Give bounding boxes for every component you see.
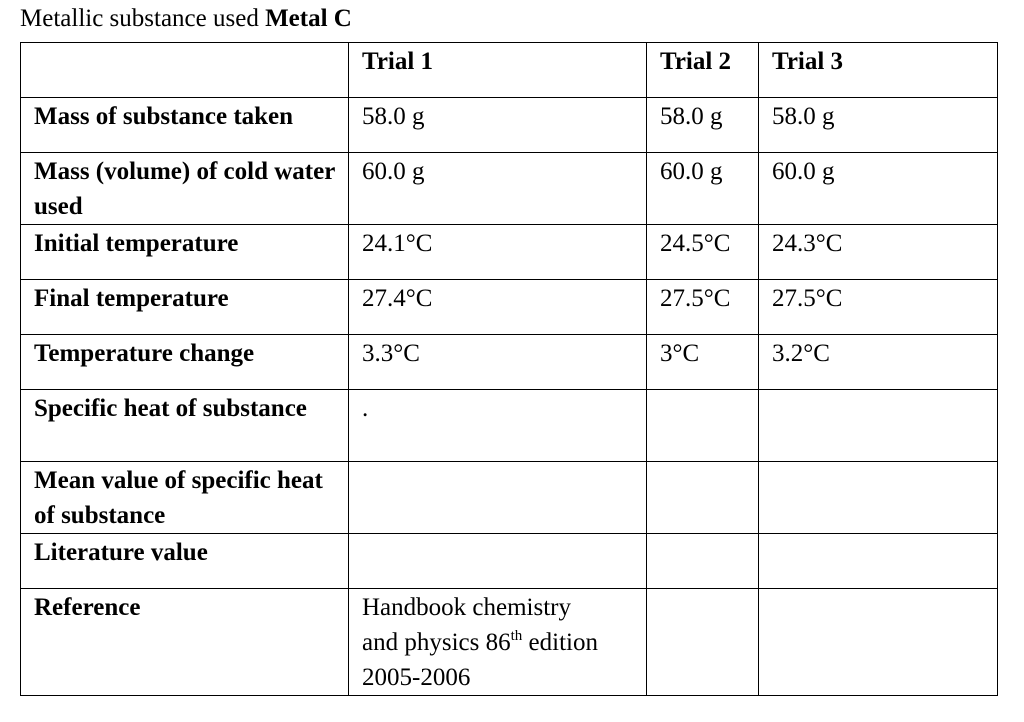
table-row [21, 98, 998, 153]
header-cell-empty [21, 43, 349, 98]
reference-cell [349, 589, 647, 696]
cell-trial-1 [349, 462, 647, 534]
table-row [21, 534, 998, 589]
table-row [21, 335, 998, 390]
row-label: Literature value [21, 534, 349, 589]
cell-trial-1 [349, 534, 647, 589]
cell-trial-2: 60.0 g [647, 153, 759, 225]
reference-line-2 [362, 625, 634, 660]
cell-trial-3: 24.3°C [759, 225, 998, 280]
reference-line-3: 2005-2006 [362, 664, 471, 691]
cell-trial-2: 24.5°C [647, 225, 759, 280]
cell-trial-3: 27.5°C [759, 280, 998, 335]
caption-metal: Metal C [265, 5, 352, 32]
cell-trial-1: . [349, 390, 647, 462]
cell-trial-3: 3.2°C [759, 335, 998, 390]
table-row [21, 462, 998, 534]
reference-line-2-tail: edition [522, 629, 598, 656]
reference-line-1: Handbook chemistry [362, 594, 571, 621]
cell-trial-2 [647, 462, 759, 534]
cell-trial-3 [759, 589, 998, 696]
row-label: Mass of substance taken [21, 98, 349, 153]
cell-trial-1: 27.4°C [349, 280, 647, 335]
row-label: Mean value of specific heat of substance [21, 462, 349, 534]
table-row [21, 153, 998, 225]
cell-trial-1: 58.0 g [349, 98, 647, 153]
cell-trial-3 [759, 462, 998, 534]
cell-trial-2 [647, 534, 759, 589]
reference-line-2-text: and physics 86 [362, 629, 511, 656]
cell-trial-3: 60.0 g [759, 153, 998, 225]
row-label: Specific heat of substance [21, 390, 349, 462]
table-row [21, 589, 998, 696]
cell-trial-2 [647, 390, 759, 462]
row-label: Final temperature [21, 280, 349, 335]
data-table [20, 42, 998, 696]
cell-trial-3 [759, 390, 998, 462]
reference-ordinal-suffix: th [510, 628, 523, 644]
header-trial-1: Trial 1 [349, 43, 647, 98]
cell-trial-1: 24.1°C [349, 225, 647, 280]
row-label: Mass (volume) of cold water used [21, 153, 349, 225]
cell-trial-1: 60.0 g [349, 153, 647, 225]
header-trial-3: Trial 3 [759, 43, 998, 98]
table-row [21, 390, 998, 462]
caption [20, 4, 352, 34]
cell-trial-1: 3.3°C [349, 335, 647, 390]
header-row [21, 43, 998, 98]
table-row [21, 280, 998, 335]
cell-trial-2: 58.0 g [647, 98, 759, 153]
cell-trial-3 [759, 534, 998, 589]
row-label: Reference [21, 589, 349, 696]
cell-trial-2: 3°C [647, 335, 759, 390]
cell-trial-2: 27.5°C [647, 280, 759, 335]
cell-trial-2 [647, 589, 759, 696]
table-row [21, 225, 998, 280]
header-trial-2: Trial 2 [647, 43, 759, 98]
cell-trial-3: 58.0 g [759, 98, 998, 153]
row-label: Initial temperature [21, 225, 349, 280]
caption-prefix: Metallic substance used [20, 5, 266, 32]
row-label: Temperature change [21, 335, 349, 390]
